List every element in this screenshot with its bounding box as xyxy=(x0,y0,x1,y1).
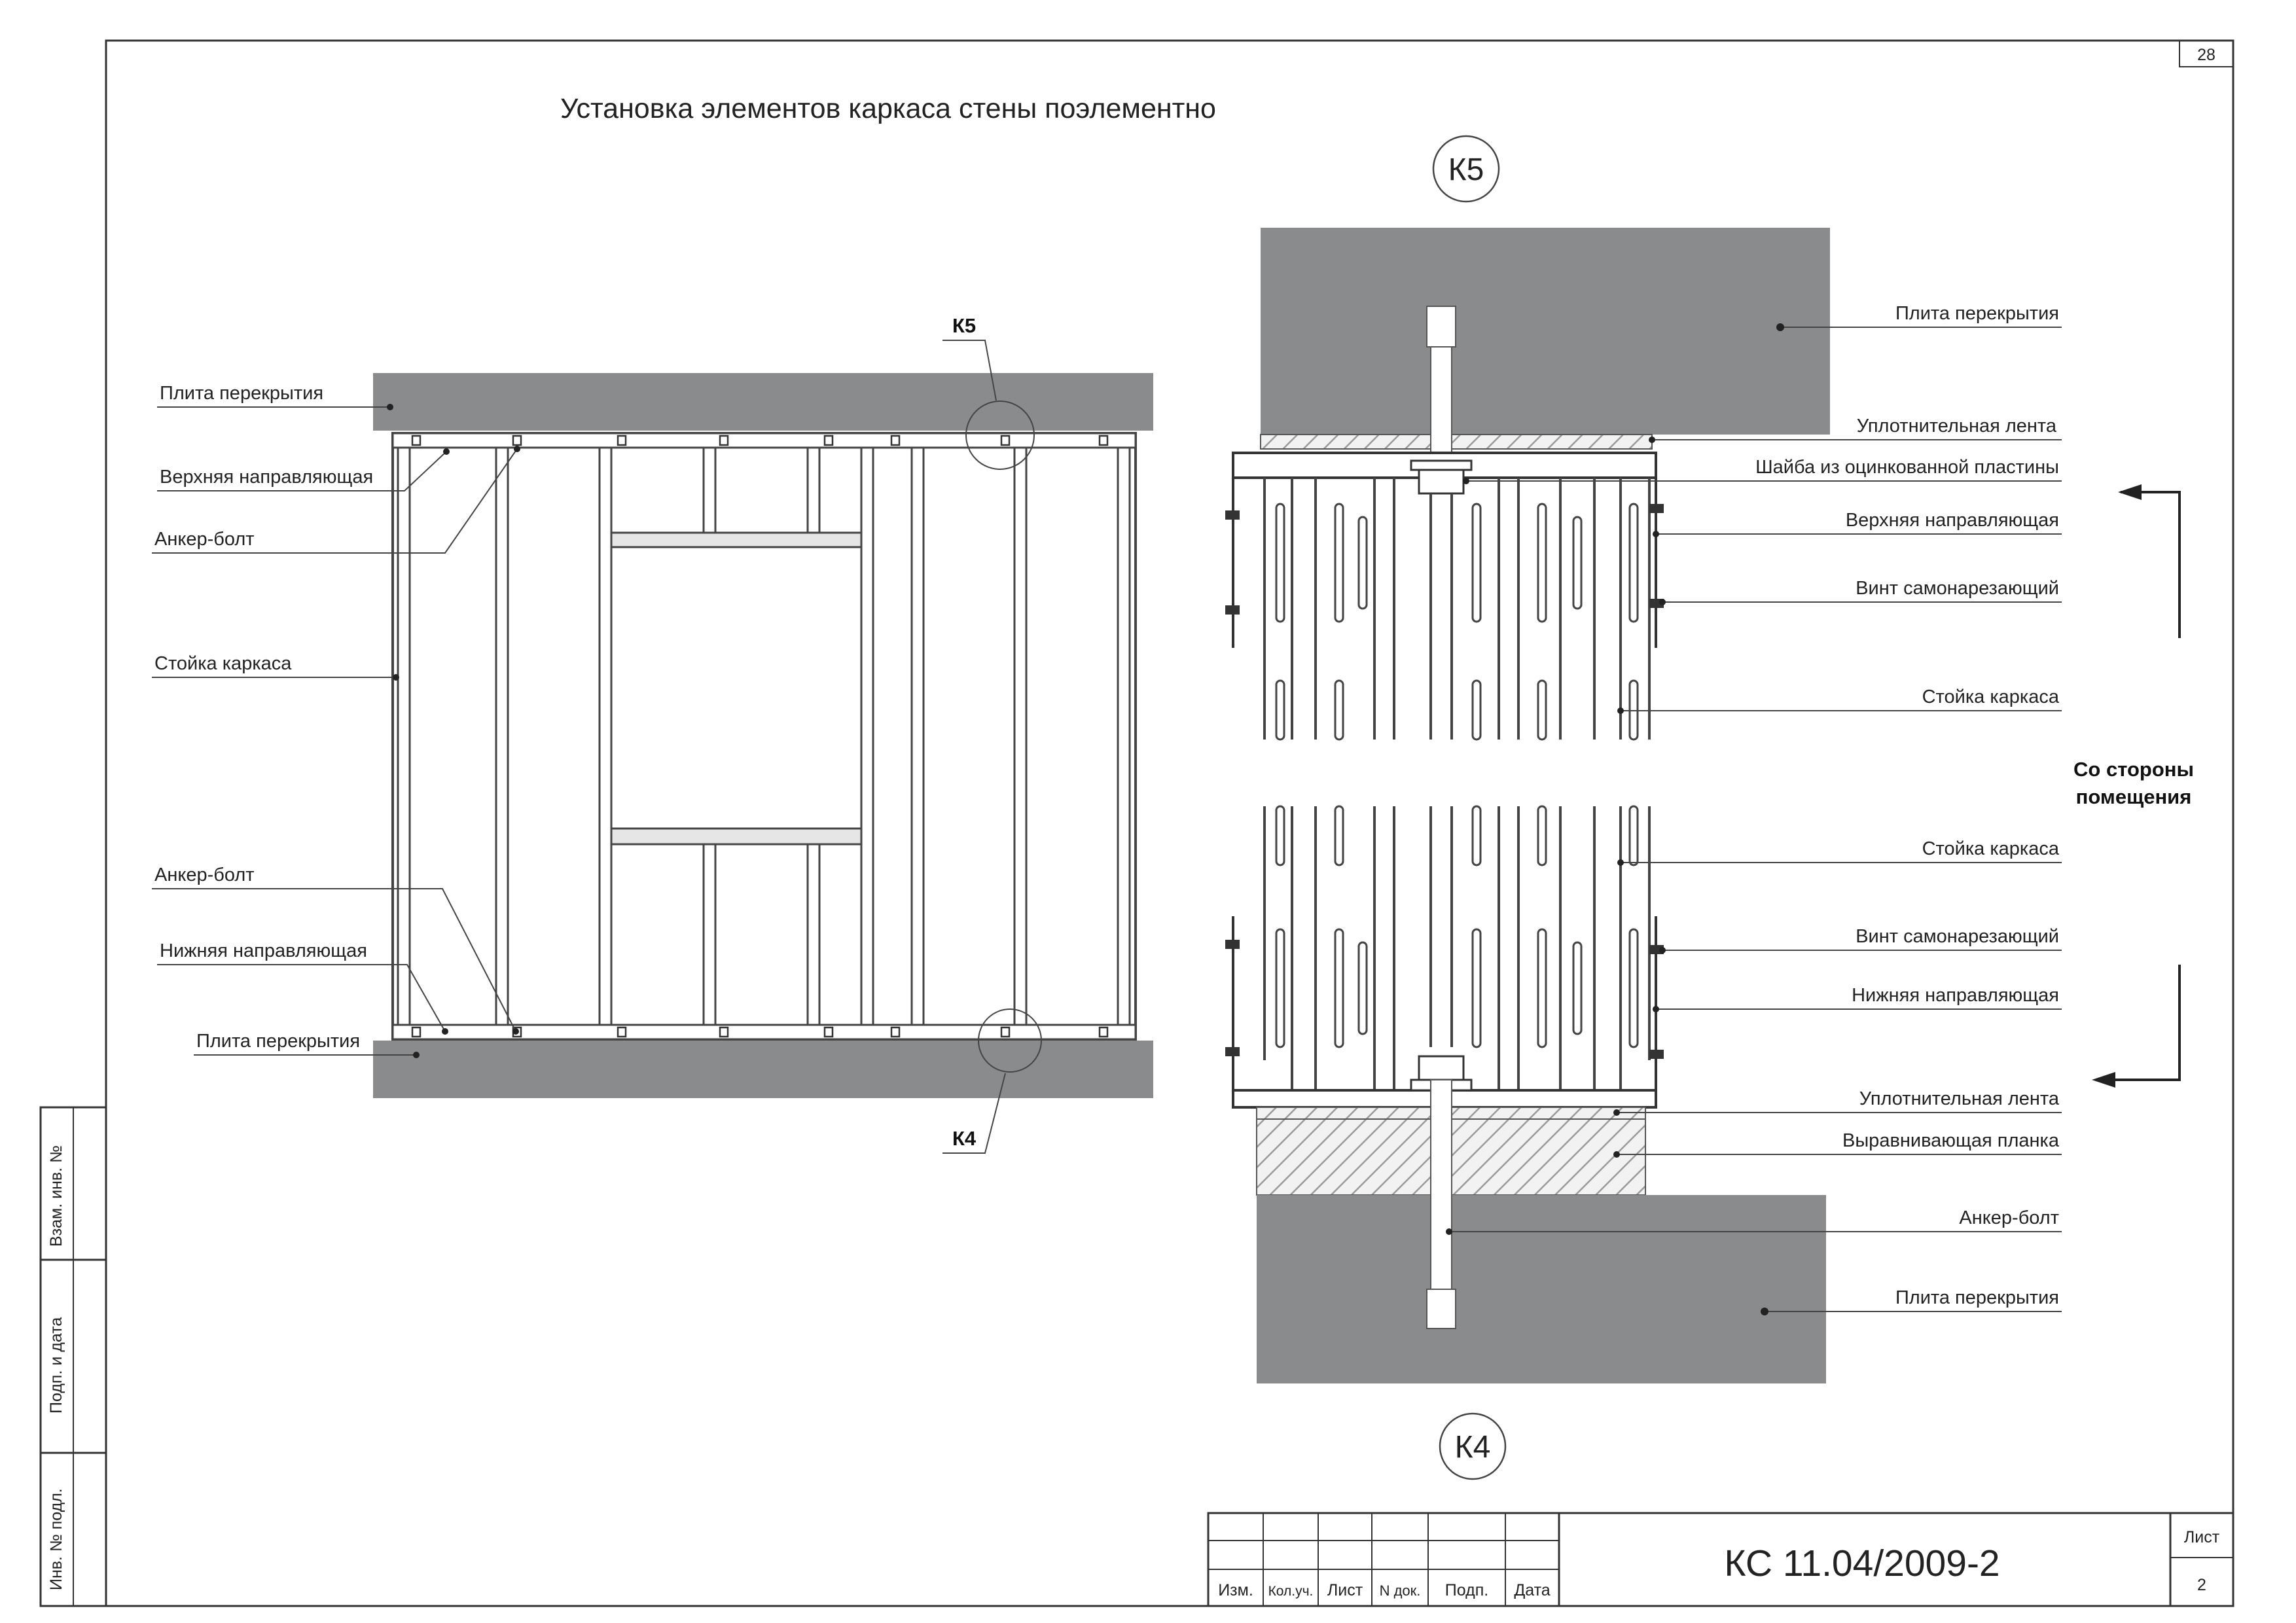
k5-label-slab: Плита перекрытия xyxy=(1895,303,2059,324)
k5-slab xyxy=(1261,228,1830,435)
k4-label-seal: Уплотнительная лента xyxy=(1859,1088,2059,1109)
stamp-col-izm: Изм. xyxy=(1218,1581,1253,1599)
wall-elevation xyxy=(152,314,1153,1153)
k4-label-slab: Плита перекрытия xyxy=(1895,1287,2059,1308)
detail-k5 xyxy=(1225,136,2062,740)
stamp-col-ndok: N док. xyxy=(1379,1582,1421,1599)
label-slab-top: Плита перекрытия xyxy=(160,383,324,404)
label-anchor-top: Анкер-болт xyxy=(154,529,255,550)
k5-label-screw: Винт самонарезающий xyxy=(1856,578,2059,599)
label-stud: Стойка каркаса xyxy=(154,653,292,674)
k5-label-washer: Шайба из оцинкованной пластины xyxy=(1755,457,2059,478)
opening-sill xyxy=(611,829,861,844)
k5-label-track: Верхняя направляющая xyxy=(1845,510,2059,531)
marker-k4-text: К4 xyxy=(1454,1430,1491,1465)
k5-washer xyxy=(1411,461,1471,470)
sheet-number: 2 xyxy=(2197,1576,2206,1594)
label-bottom-track: Нижняя направляющая xyxy=(160,940,367,961)
callout-k4: К4 xyxy=(952,1127,977,1150)
side-cell-inv: Инв. № подл. xyxy=(47,1488,65,1590)
opening-header xyxy=(611,533,861,547)
drawing-code: КС 11.04/2009-2 xyxy=(1724,1543,2000,1584)
sheet-number-top: 28 xyxy=(2197,46,2215,64)
stamp-col-data: Дата xyxy=(1514,1581,1551,1599)
room-side-indicator xyxy=(2073,484,2194,1088)
side-cell-replace: Взам. инв. № xyxy=(47,1145,65,1247)
k4-slab xyxy=(1257,1195,1826,1383)
detail-k4 xyxy=(1225,806,2062,1479)
page-title: Установка элементов каркаса стены поэлементно xyxy=(560,93,1216,124)
k4-label-track: Нижняя направляющая xyxy=(1852,985,2059,1006)
bottom-track xyxy=(393,1025,1136,1039)
k5-label-stud: Стойка каркаса xyxy=(1922,687,2059,707)
k4-label-anchor: Анкер-болт xyxy=(1959,1207,2059,1228)
k4-label-leveling: Выравнивающая планка xyxy=(1842,1130,2059,1151)
room-side-line2: помещения xyxy=(2075,785,2192,808)
title-block xyxy=(1208,1513,2233,1606)
slab-top xyxy=(373,373,1153,431)
arrow-left-icon xyxy=(2118,484,2142,500)
slab-bottom xyxy=(373,1041,1153,1098)
top-track xyxy=(393,433,1136,448)
stamp-col-koluch: Кол.уч. xyxy=(1268,1584,1314,1599)
stamp-col-podp: Подп. xyxy=(1444,1581,1489,1599)
label-anchor-bottom: Анкер-болт xyxy=(154,865,255,885)
k5-label-seal: Уплотнительная лента xyxy=(1856,416,2056,437)
k4-label-screw: Винт самонарезающий xyxy=(1856,926,2059,947)
callout-k5: К5 xyxy=(952,314,977,337)
marker-k5-text: К5 xyxy=(1448,152,1484,187)
k5-stud xyxy=(1265,478,1649,740)
k4-anchor-bolt xyxy=(1431,1080,1452,1322)
sheet-frame xyxy=(106,41,2233,1606)
side-stamp xyxy=(41,1107,106,1606)
label-slab-bottom: Плита перекрытия xyxy=(196,1031,361,1052)
k4-label-stud: Стойка каркаса xyxy=(1922,838,2059,859)
k5-seal-tape xyxy=(1261,435,1652,449)
label-top-track: Верхняя направляющая xyxy=(160,467,374,488)
side-cell-sign: Подп. и дата xyxy=(47,1317,65,1414)
stamp-col-list: Лист xyxy=(1327,1581,1363,1599)
track-anchors xyxy=(412,436,1107,1037)
room-side-line1: Со стороны xyxy=(2073,758,2194,781)
sheet-label: Лист xyxy=(2183,1528,2220,1546)
arrow-left-icon xyxy=(2092,1072,2115,1088)
